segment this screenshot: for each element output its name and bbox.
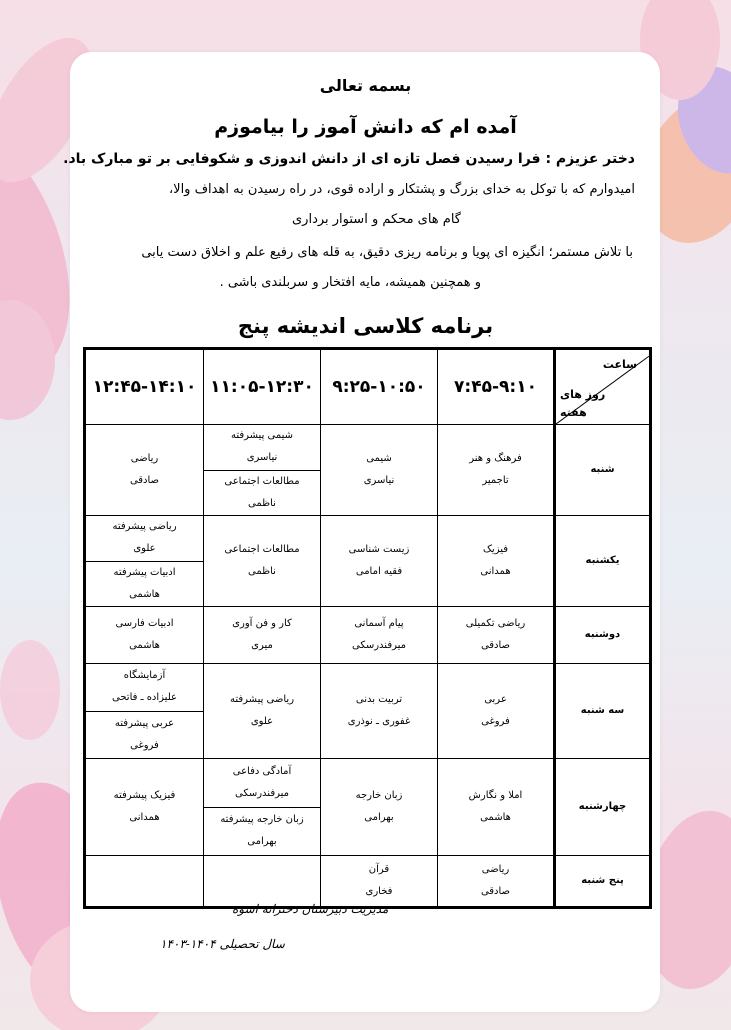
class-entry xyxy=(204,807,320,856)
day-cell: یکشنبه xyxy=(555,516,651,607)
class-entry xyxy=(204,607,320,663)
teacher-name: فخاری xyxy=(365,886,393,897)
teacher-name: علوی xyxy=(250,716,274,727)
teacher-name: غفوری ـ نوذری xyxy=(347,716,411,727)
subject-name: زبان خارجه پیشرفته xyxy=(220,814,304,826)
signature-line: سال تحصیلی ۱۴۰۴-۱۴۰۳ xyxy=(160,937,285,951)
subject-name: عربی پیشرفته xyxy=(114,717,175,729)
class-entry xyxy=(204,425,320,470)
subject-name: کار و فن آوری xyxy=(232,618,292,629)
class-cell xyxy=(204,856,321,908)
subject-name: قرآن xyxy=(368,864,390,875)
teacher-name: علیزاده ـ فاتحی xyxy=(112,692,177,704)
day-cell: چهارشنبه xyxy=(555,759,651,856)
class-cell xyxy=(321,607,438,664)
class-entry xyxy=(86,711,203,759)
subject-name: املا و نگارش xyxy=(468,790,523,801)
class-entry xyxy=(438,516,553,606)
class-cell xyxy=(438,516,555,607)
class-entry xyxy=(86,607,203,663)
class-cell xyxy=(321,425,438,516)
class-entry xyxy=(86,516,203,561)
teacher-name: هاشمی xyxy=(480,812,511,823)
time-slot-header: ۹:۲۵-۱۰:۵۰ xyxy=(321,349,438,425)
class-entry xyxy=(321,759,437,855)
class-entry xyxy=(438,759,553,855)
class-entry xyxy=(204,470,320,516)
corner-hour-label: ساعت xyxy=(602,358,637,371)
class-cell xyxy=(438,856,555,908)
corner-cell xyxy=(555,349,651,425)
class-entry xyxy=(204,516,320,606)
teacher-name: بهرامی xyxy=(364,812,394,823)
teacher-name: فروغی xyxy=(130,739,159,751)
subject-name: ریاضی پیشرفته xyxy=(229,694,295,705)
class-entry xyxy=(86,561,203,607)
subject-name: مطالعات اجتماعی xyxy=(224,544,300,555)
time-slot-header: ۱۲:۴۵-۱۴:۱۰ xyxy=(85,349,204,425)
table-row xyxy=(85,516,651,607)
teacher-name: ناظمی xyxy=(248,566,276,577)
teacher-name: همدانی xyxy=(480,566,511,577)
paragraph-line: امیدوارم که با توکل به خدای بزرگ و پشتکار و اراده قوی، در راه رسیدن به اهداف والا، xyxy=(168,182,635,197)
subject-name: آزمایشگاه xyxy=(123,670,166,682)
teacher-name: بهرامی xyxy=(247,836,277,848)
teacher-name: فروغی xyxy=(481,716,510,727)
schedule-title: برنامه کلاسی اندیشه پنج xyxy=(237,314,494,338)
subject-name: ریاضی تکمیلی xyxy=(465,618,526,629)
class-entry xyxy=(204,664,320,758)
subject-name: شیمی پیشرفته xyxy=(230,430,294,442)
corner-days-line: روز های xyxy=(560,388,606,401)
class-cell xyxy=(85,607,204,664)
page-title: آمده ام که دانش آموز را بیاموزم xyxy=(214,116,517,138)
subject-name: ریاضی xyxy=(130,453,159,464)
subject-name: عربی xyxy=(484,694,507,705)
class-cell xyxy=(85,664,204,759)
class-cell xyxy=(438,607,555,664)
class-cell xyxy=(85,759,204,856)
teacher-name: تاجمیر xyxy=(482,475,509,486)
class-cell xyxy=(204,759,321,856)
class-entry xyxy=(86,425,203,515)
subject-name: فیزیک پیشرفته xyxy=(113,790,176,801)
class-entry xyxy=(438,425,553,515)
class-entry xyxy=(321,516,437,606)
paragraph-line: با تلاش مستمر؛ انگیزه ای پویا و برنامه ریزی دقیق، به قله های رفیع علم و اخلاق دست یابی xyxy=(141,245,633,260)
teacher-name: نیاسری xyxy=(363,475,395,486)
teacher-name: هاشمی xyxy=(129,640,160,651)
class-cell xyxy=(321,664,438,759)
teacher-name: نیاسری xyxy=(246,452,278,464)
teacher-name: میری xyxy=(251,640,273,651)
basmala: بسمه تعالی xyxy=(319,76,412,95)
subject-name: ریاضی پیشرفته xyxy=(112,521,177,533)
day-cell: شنبه xyxy=(555,425,651,516)
teacher-name: علوی xyxy=(133,543,156,555)
class-cell xyxy=(438,425,555,516)
teacher-name: همدانی xyxy=(129,812,160,823)
subject-name: فیزیک xyxy=(482,544,509,555)
class-entry xyxy=(438,607,553,663)
teacher-name: میرفندرسکی xyxy=(351,640,406,651)
class-cell xyxy=(204,607,321,664)
class-cell xyxy=(204,516,321,607)
class-cell xyxy=(204,425,321,516)
class-cell xyxy=(85,516,204,607)
class-entry xyxy=(321,607,437,663)
subject-name: تربیت بدنی xyxy=(355,694,403,705)
class-entry xyxy=(204,759,320,807)
class-entry xyxy=(438,856,553,906)
teacher-name: ناظمی xyxy=(248,497,276,509)
class-entry xyxy=(86,664,203,711)
teacher-name: صادقی xyxy=(480,640,511,651)
subject-name: مطالعات اجتماعی xyxy=(224,475,300,487)
subject-name: ادبیات فارسی xyxy=(115,618,174,629)
table-row xyxy=(85,607,651,664)
teacher-name: هاشمی xyxy=(129,588,160,600)
subject-name: زیست شناسی xyxy=(348,544,410,555)
subject-name: آمادگی دفاعی xyxy=(232,765,292,777)
greeting-line: دختر عزیزم : فرا رسیدن فصل تازه ای از دانش اندوزی و شکوفایی بر تو مبارک باد. xyxy=(63,151,635,167)
table-header-row xyxy=(85,349,651,425)
schedule-table xyxy=(83,347,652,909)
time-slot-header: ۷:۴۵-۹:۱۰ xyxy=(438,349,555,425)
class-cell xyxy=(204,664,321,759)
subject-name: ریاضی xyxy=(481,864,510,875)
corner-days-label xyxy=(560,386,605,422)
table-row xyxy=(85,664,651,759)
class-cell xyxy=(438,759,555,856)
corner-days-line: هفته xyxy=(560,406,587,419)
subject-name: زبان خارجه xyxy=(355,790,403,801)
class-cell xyxy=(321,516,438,607)
class-entry xyxy=(86,759,203,855)
class-entry xyxy=(321,664,437,758)
time-slot-header: ۱۱:۰۵-۱۲:۳۰ xyxy=(204,349,321,425)
teacher-name: فقیه امامی xyxy=(355,566,403,577)
table-row xyxy=(85,425,651,516)
teacher-name: میرفندرسکی xyxy=(234,787,289,799)
subject-name: شیمی xyxy=(366,453,392,464)
day-cell: سه شنبه xyxy=(555,664,651,759)
class-cell xyxy=(85,856,204,908)
class-entry xyxy=(321,425,437,515)
class-cell xyxy=(321,759,438,856)
teacher-name: صادقی xyxy=(129,475,160,486)
teacher-name: صادقی xyxy=(480,886,511,897)
subject-name: فرهنگ و هنر xyxy=(469,453,522,464)
table-row xyxy=(85,856,651,908)
class-entry xyxy=(321,856,437,906)
subject-name: ادبیات پیشرفته xyxy=(113,566,176,578)
subject-name: پیام آسمانی xyxy=(354,618,404,629)
day-cell: پنج شنبه xyxy=(555,856,651,908)
paragraph-line: گام های محکم و استوار برداری xyxy=(292,212,461,227)
day-cell: دوشنبه xyxy=(555,607,651,664)
table-row xyxy=(85,759,651,856)
class-cell xyxy=(438,664,555,759)
paragraph-line: و همچنین همیشه، مایه افتخار و سربلندی باشی . xyxy=(219,275,481,290)
class-cell xyxy=(85,425,204,516)
class-cell xyxy=(321,856,438,908)
class-entry xyxy=(438,664,553,758)
signature-line: مدیریت دبیرستان دخترانه اسوه xyxy=(232,902,389,916)
